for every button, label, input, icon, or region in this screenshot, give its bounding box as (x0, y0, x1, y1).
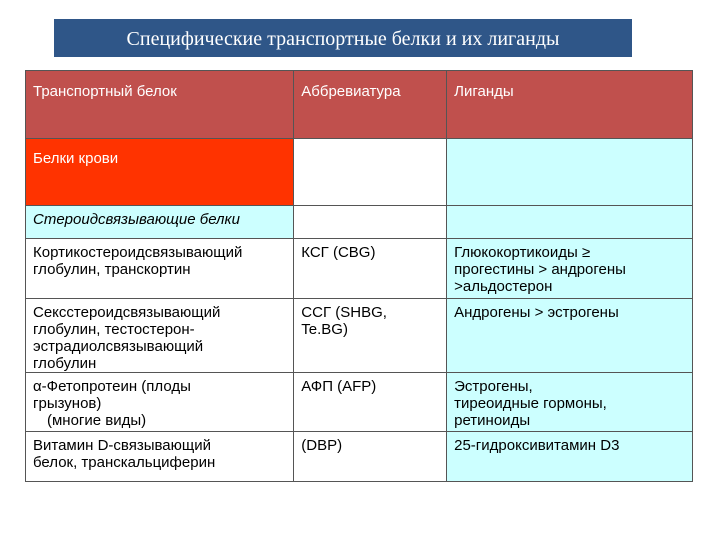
abbreviation-line: АФП (AFP) (301, 378, 377, 395)
table-row (26, 432, 693, 482)
abbreviation-cell (294, 239, 447, 299)
protein-line: Сексстероидсвязывающий (33, 304, 221, 321)
ligand-line: Эстрогены, (454, 378, 533, 395)
protein-line: эстрадиолсвязывающий (33, 338, 204, 355)
protein-cell (26, 239, 294, 299)
section-row-blood (26, 139, 693, 206)
abbreviation-cell (294, 432, 447, 482)
table-row (26, 373, 693, 432)
ligand-line: 25-гидроксивитамин D3 (454, 437, 620, 454)
empty-cell (294, 206, 447, 239)
abbreviation-line: Te.BG) (301, 321, 348, 338)
protein-line: (многие виды) (47, 412, 147, 429)
protein-line: белок, транскальциферин (33, 454, 216, 471)
ligand-cell (447, 239, 693, 299)
table-header-row (26, 71, 693, 139)
ligand-cell (447, 299, 693, 373)
abbreviation-line: (DBP) (301, 437, 343, 454)
protein-cell (26, 432, 294, 482)
protein-cell (26, 299, 294, 373)
protein-line: грызунов) (33, 395, 102, 412)
abbreviation-line: КСГ (CBG) (301, 244, 376, 261)
ligand-line: прогестины > андрогены (454, 261, 626, 278)
header-ligands: Лиганды (447, 71, 693, 139)
ligand-line: тиреоидные гормоны, (454, 395, 607, 412)
abbreviation-line: ССГ (SHBG, (301, 304, 387, 321)
empty-cell (447, 139, 693, 206)
header-abbreviation: Аббревиатура (294, 71, 447, 139)
abbreviation-cell (294, 373, 447, 432)
protein-line: глобулин (33, 355, 97, 372)
header-protein: Транспортный белок (26, 71, 294, 139)
table-row (26, 239, 693, 299)
protein-line: глобулин, тестостерон- (33, 321, 195, 338)
section-steroid-label: Стероидсвязывающие белки (26, 206, 294, 239)
protein-cell (26, 373, 294, 432)
protein-line: α-Фетопротеин (плоды (33, 378, 191, 395)
section-row-steroid (26, 206, 693, 239)
section-blood-label: Белки крови (26, 139, 294, 206)
ligand-cell (447, 432, 693, 482)
ligand-line: ретиноиды (454, 412, 531, 429)
protein-line: глобулин, транскортин (33, 261, 191, 278)
empty-cell (447, 206, 693, 239)
ligand-line: >альдостерон (454, 278, 553, 295)
table-row (26, 299, 693, 373)
transport-proteins-table (25, 70, 693, 482)
protein-line: Кортикостероидсвязывающий (33, 244, 243, 261)
protein-line: Витамин D-связывающий (33, 437, 211, 454)
ligand-line: Глюкокортикоиды ≥ (454, 244, 591, 261)
empty-cell (294, 139, 447, 206)
ligand-cell (447, 373, 693, 432)
slide-title: Специфические транспортные белки и их лиганды (54, 19, 632, 57)
abbreviation-cell (294, 299, 447, 373)
ligand-line: Андрогены > эстрогены (454, 304, 619, 321)
